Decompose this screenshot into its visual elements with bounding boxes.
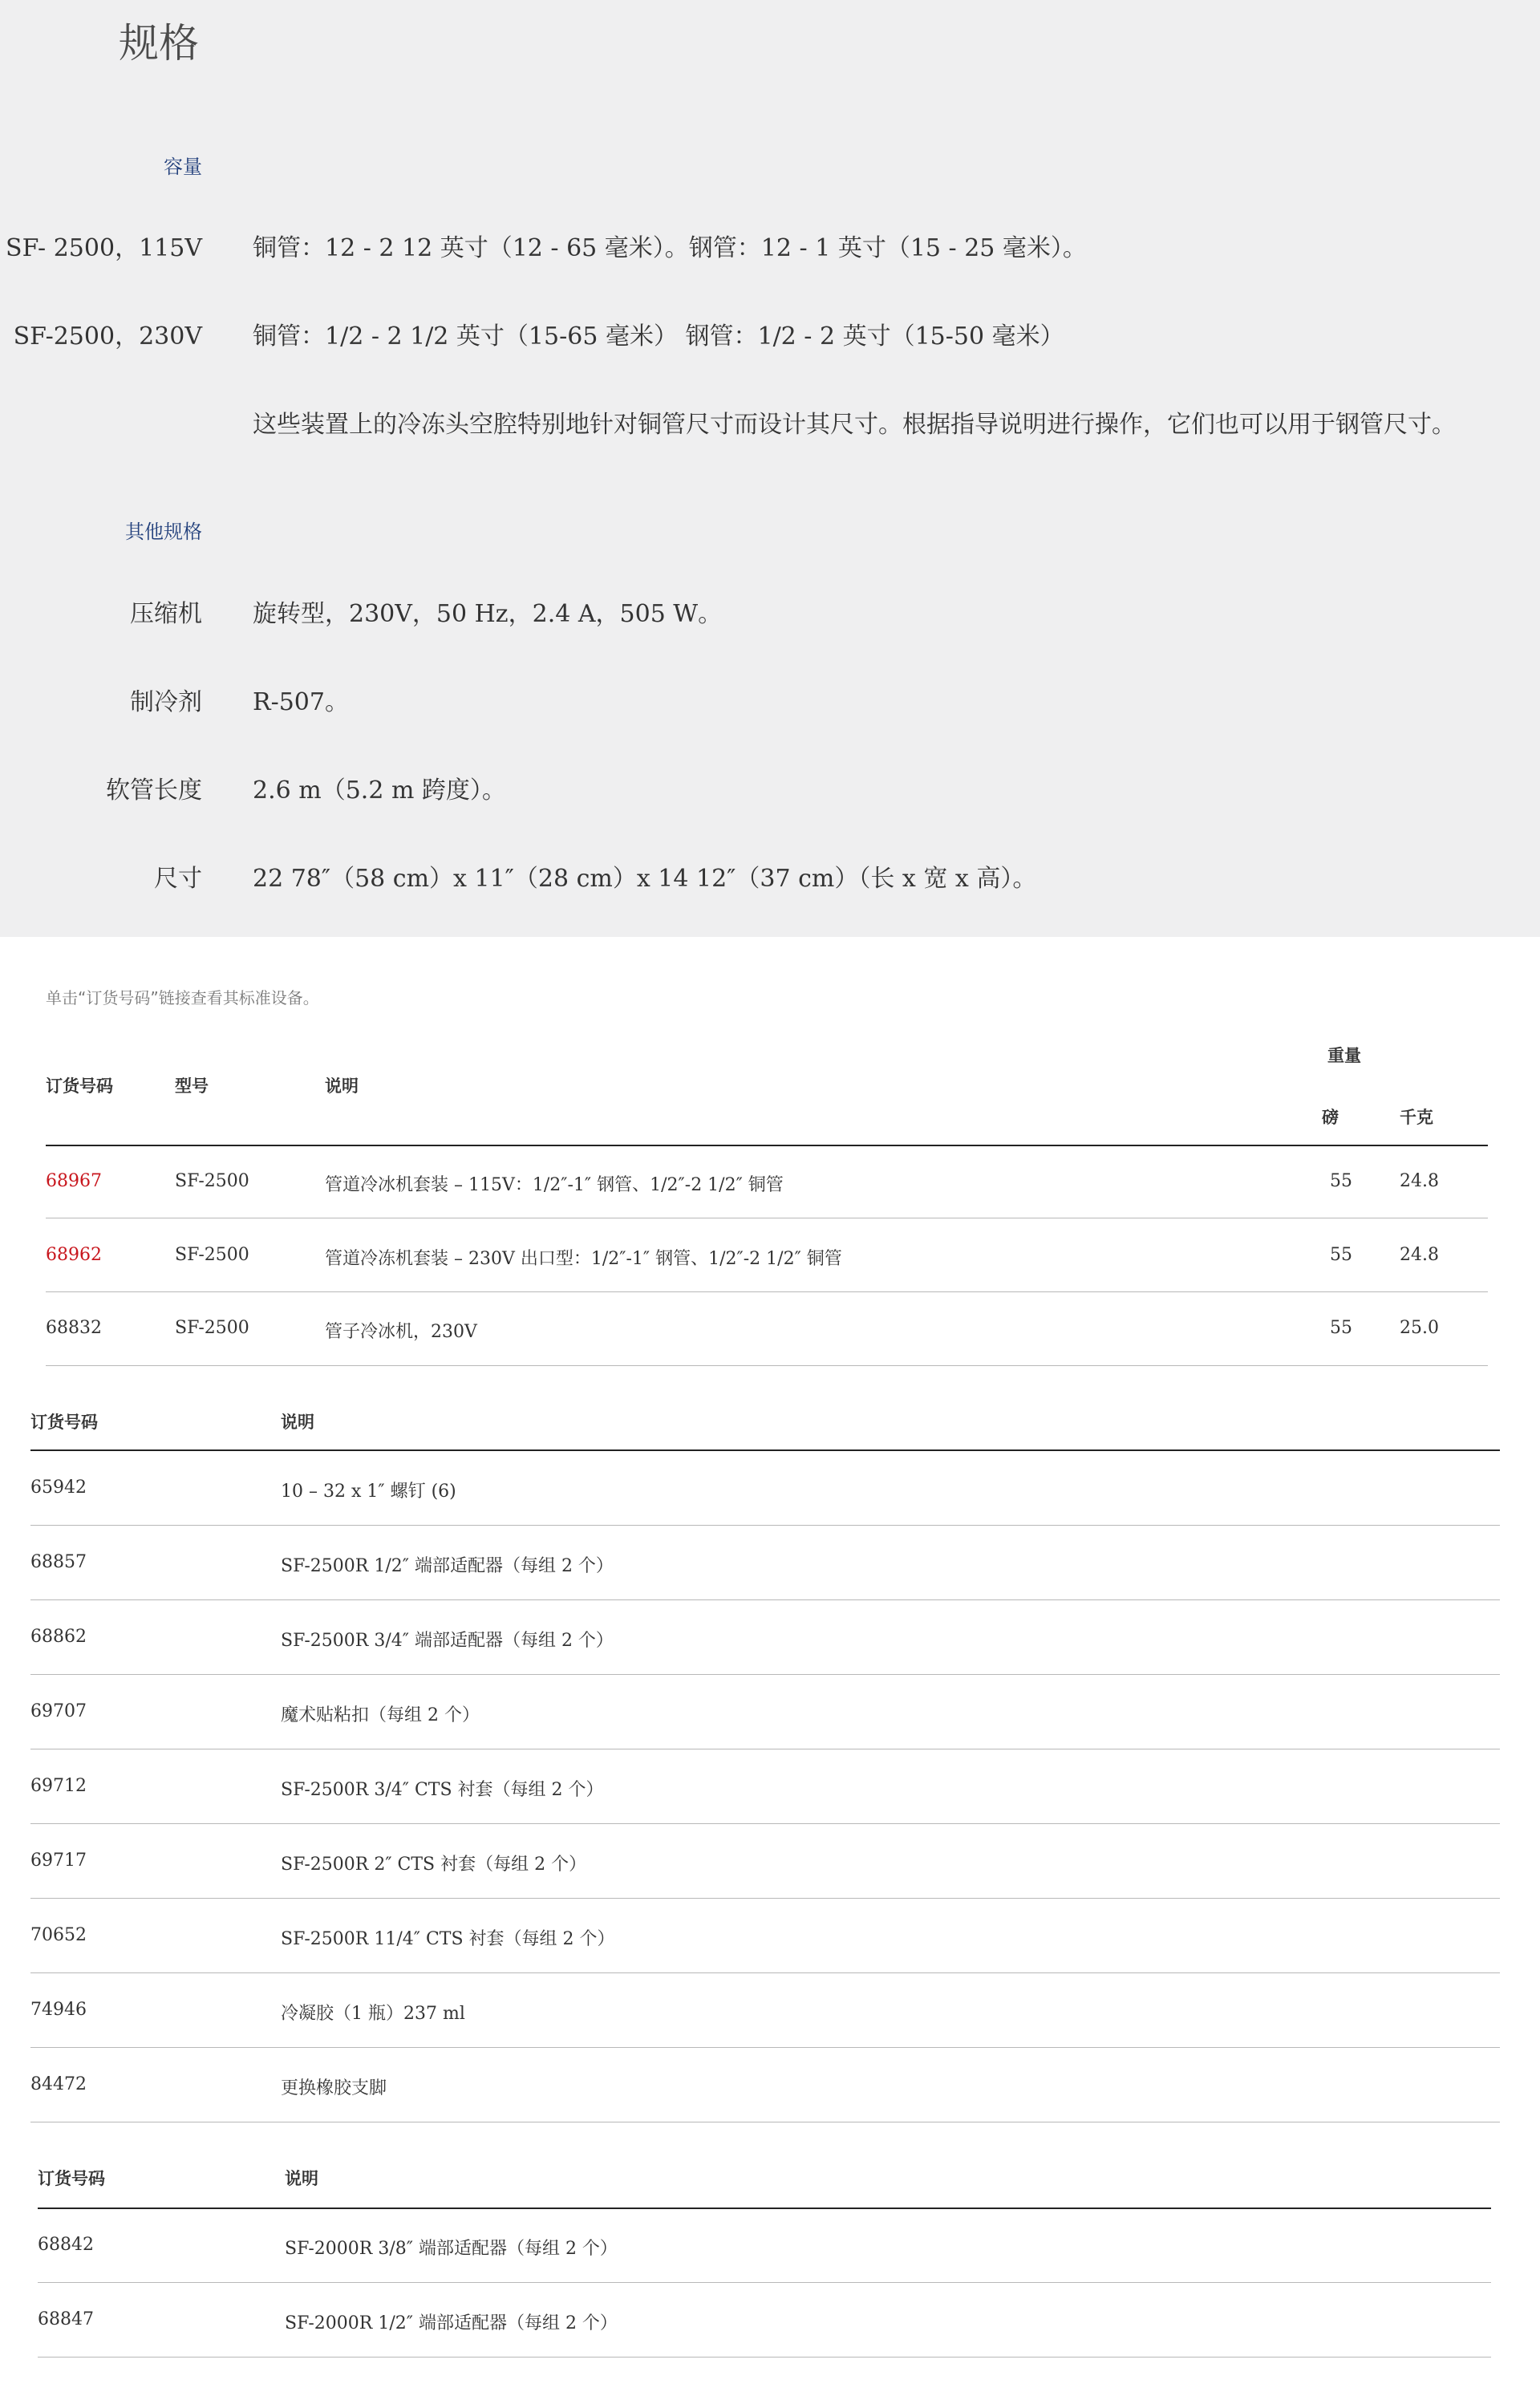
capacity-heading: 容量 [164,156,202,178]
description-cell: 魔术贴粘扣（每组 2 个） [281,1705,480,1725]
order-number-note: 单击“订货号码”链接查看其标准设备。 [46,988,319,1007]
row-divider [30,2047,1500,2048]
model-cell: SF-2500 [175,1171,249,1191]
description-cell: SF-2500R 1/2″ 端部适配器（每组 2 个） [281,1556,614,1576]
row-divider [38,2282,1491,2283]
row-divider [30,1599,1500,1600]
order-number-cell: 65942 [30,1478,87,1498]
column-header-description: 说明 [285,2169,318,2188]
description-cell: SF-2500R 2″ CTS 衬套（每组 2 个） [281,1855,587,1875]
column-header-order-number: 订货号码 [46,1076,113,1096]
order-number-cell: 68857 [30,1552,87,1572]
row-divider [38,2357,1491,2358]
spec-note: 这些装置上的冷冻头空腔特别地针对铜管尺寸而设计其尺寸。根据指导说明进行操作，它们也可以用于钢管尺寸。 [253,411,1456,439]
description-cell: 冷凝胶（1 瓶）237 ml [281,2004,465,2024]
column-header-model: 型号 [175,1076,209,1096]
page-title: 规格 [119,20,199,67]
spec-value: 铜管：12 - 2 12 英寸（12 - 65 毫米）。钢管：12 - 1 英寸（15 - 25 毫米）。 [253,234,1087,262]
column-header-order-number: 订货号码 [30,1413,98,1432]
description-cell: SF-2500R 3/4″ 端部适配器（每组 2 个） [281,1631,614,1651]
row-divider [30,1674,1500,1675]
pounds-cell: 55 [1330,1318,1352,1338]
row-divider [30,1898,1500,1899]
order-number-cell: 74946 [30,2000,87,2020]
column-header-description: 说明 [325,1076,359,1096]
spec-label: 制冷剂 [130,688,202,716]
column-header-order-number: 订货号码 [38,2169,105,2188]
order-number-cell: 69717 [30,1851,87,1871]
description-cell: 管子冷冰机，230V [325,1322,477,1342]
pounds-cell: 55 [1330,1245,1352,1265]
header-divider [30,1449,1500,1451]
order-number-cell: 68847 [38,2309,94,2329]
description-cell: SF-2500R 3/4″ CTS 衬套（每组 2 个） [281,1780,604,1800]
order-number-link[interactable]: 68962 [46,1245,102,1265]
spec-label: SF- 2500，115V [6,234,202,262]
kilograms-cell: 24.8 [1400,1245,1439,1265]
row-divider [46,1365,1488,1366]
description-cell: SF-2000R 3/8″ 端部适配器（每组 2 个） [285,2239,618,2259]
order-number-link[interactable]: 68967 [46,1171,102,1191]
spec-value: R-507。 [253,688,349,716]
spec-label: 尺寸 [154,865,202,893]
description-cell: SF-2500R 11/4″ CTS 衬套（每组 2 个） [281,1929,615,1949]
spec-label: 压缩机 [130,600,202,628]
model-cell: SF-2500 [175,1245,249,1265]
description-cell: 管道冷冰机套装 – 115V：1/2″-1″ 钢管、1/2″-2 1/2″ 铜管 [325,1175,784,1195]
column-header-kilograms: 千克 [1400,1108,1433,1127]
kilograms-cell: 25.0 [1400,1318,1439,1338]
model-cell: SF-2500 [175,1318,249,1338]
spec-value: 旋转型，230V，50 Hz，2.4 A，505 W。 [253,600,723,628]
description-cell: 10 – 32 x 1″ 螺钉 (6) [281,1482,456,1502]
description-cell: 管道冷冻机套装 – 230V 出口型：1/2″-1″ 钢管、1/2″-2 1/2″ 铜管 [325,1249,842,1269]
spec-label: 软管长度 [106,776,202,805]
column-header-weight: 重量 [1327,1046,1361,1065]
kilograms-cell: 24.8 [1400,1171,1439,1191]
description-cell: 更换橡胶支脚 [281,2078,387,2098]
spec-value: 铜管：1/2 - 2 1/2 英寸（15-65 毫米） 钢管：1/2 - 2 英寸（15-50 毫米） [253,322,1064,351]
column-header-description: 说明 [281,1413,314,1432]
order-number-cell: 68842 [38,2235,94,2255]
order-number-cell: 84472 [30,2074,87,2094]
order-number-cell: 69707 [30,1701,87,1721]
specifications-panel [0,0,1540,937]
order-number-cell: 70652 [30,1925,87,1945]
spec-label: SF-2500，230V [13,322,202,351]
spec-value: 22 78″（58 cm）x 11″（28 cm）x 14 12″（37 cm）（长 x 宽 x 高）。 [253,865,1037,893]
column-header-pounds: 磅 [1322,1108,1339,1127]
order-number-cell: 68862 [30,1627,87,1647]
header-divider [38,2208,1491,2209]
row-divider [30,1823,1500,1824]
spec-value: 2.6 m（5.2 m 跨度）。 [253,776,506,805]
pounds-cell: 55 [1330,1171,1352,1191]
order-number-cell: 69712 [30,1776,87,1796]
row-divider [46,1291,1488,1292]
header-divider [46,1145,1488,1146]
description-cell: SF-2000R 1/2″ 端部适配器（每组 2 个） [285,2313,618,2333]
order-number-cell: 68832 [46,1318,102,1338]
row-divider [30,1972,1500,1973]
row-divider [30,1525,1500,1526]
other-specs-heading: 其他规格 [125,521,202,543]
